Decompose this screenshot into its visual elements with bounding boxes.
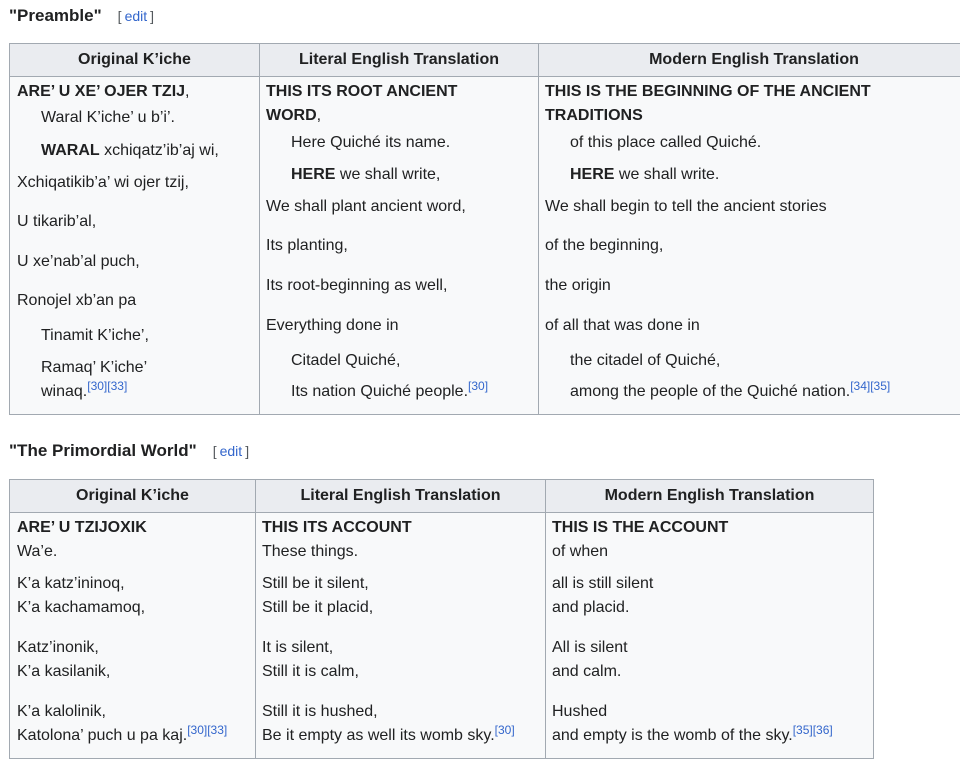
verse-line: of this place called Quiché. bbox=[570, 134, 762, 151]
citation-link[interactable]: [33] bbox=[207, 723, 228, 737]
verse-line: WARAL xchiqatz’ib’aj wi, bbox=[41, 142, 219, 159]
column-header-modern: Modern English Translation bbox=[539, 44, 960, 77]
verse-line: K’a kachamamoq, bbox=[17, 599, 146, 616]
citation-link[interactable]: [36] bbox=[812, 723, 833, 737]
column-header-original: Original K’iche bbox=[10, 44, 260, 77]
verse-line: THIS IS THE BEGINNING OF THE ANCIENT bbox=[545, 83, 871, 100]
preamble-table bbox=[9, 43, 960, 415]
verse-line: HERE we shall write. bbox=[570, 166, 720, 183]
citation-link[interactable]: [35] bbox=[792, 723, 813, 737]
section-title: "The Primordial World" bbox=[9, 441, 197, 460]
cell-modern bbox=[539, 77, 960, 415]
citation-link[interactable]: [30] bbox=[494, 723, 515, 737]
verse-line: of all that was done in bbox=[545, 317, 700, 334]
citation-link[interactable]: [30] bbox=[468, 379, 489, 393]
verse-line: K’a kasilanik, bbox=[17, 663, 111, 680]
verse-line: Its nation Quiché people.[30] bbox=[291, 379, 489, 400]
verse-line: Katolona’ puch u pa kaj.[30][33] bbox=[17, 723, 228, 744]
cell-modern bbox=[546, 513, 874, 759]
section-heading-preamble bbox=[9, 6, 154, 26]
cell-literal bbox=[260, 77, 539, 415]
verse-line: THIS IS THE ACCOUNT bbox=[552, 519, 729, 536]
verse-line: K’a kalolinik, bbox=[17, 703, 106, 720]
edit-section: [ edit ] bbox=[117, 8, 155, 24]
verse-line: the citadel of Quiché, bbox=[570, 352, 721, 369]
verse-line: and calm. bbox=[552, 663, 622, 680]
table-row bbox=[10, 77, 960, 415]
verse-line: Still be it placid, bbox=[262, 599, 374, 616]
verse-line: HERE we shall write, bbox=[291, 166, 441, 183]
column-header-literal: Literal English Translation bbox=[260, 44, 539, 77]
verse-line: Still it is hushed, bbox=[262, 703, 378, 720]
citation-link[interactable]: [34] bbox=[850, 379, 871, 393]
verse-line: Waral K’iche’ u b’i’. bbox=[41, 109, 175, 126]
verse-line: and placid. bbox=[552, 599, 630, 616]
table-row bbox=[10, 513, 874, 759]
column-header-modern: Modern English Translation bbox=[546, 480, 874, 513]
verse-line: winaq.[30][33] bbox=[41, 379, 128, 400]
citation-link[interactable]: [30] bbox=[87, 379, 108, 393]
verse-line: U tikarib’al, bbox=[17, 213, 97, 230]
verse-line: among the people of the Quiché nation.[34][35] bbox=[570, 379, 891, 400]
verse-line: ARE’ U TZIJOXIK bbox=[17, 519, 147, 536]
edit-section: [ edit ] bbox=[212, 443, 250, 459]
verse-line: Hushed bbox=[552, 703, 608, 720]
verse-line: These things. bbox=[262, 543, 359, 560]
verse-line: of the beginning, bbox=[545, 237, 664, 254]
cell-literal bbox=[256, 513, 546, 759]
table-header-row bbox=[10, 44, 960, 77]
edit-link[interactable]: edit bbox=[124, 8, 148, 24]
verse-line: Citadel Quiché, bbox=[291, 352, 401, 369]
verse-line: Still it is calm, bbox=[262, 663, 359, 680]
cell-original bbox=[10, 513, 256, 759]
verse-line: We shall plant ancient word, bbox=[266, 198, 466, 215]
verse-line: ARE’ U XE’ OJER TZIJ, bbox=[17, 83, 190, 100]
citation-link[interactable]: [33] bbox=[107, 379, 128, 393]
column-header-original: Original K’iche bbox=[10, 480, 256, 513]
verse-line: WORD, bbox=[266, 107, 322, 124]
verse-line: TRADITIONS bbox=[545, 107, 643, 124]
verse-line: Its planting, bbox=[266, 237, 348, 254]
verse-line: K’a katz’ininoq, bbox=[17, 575, 125, 592]
verse-line: Tinamit K’iche’, bbox=[41, 327, 149, 344]
verse-line: U xe’nab’al puch, bbox=[17, 253, 140, 270]
verse-line: We shall begin to tell the ancient stories bbox=[545, 198, 827, 215]
verse-line: Wa’e. bbox=[17, 543, 58, 560]
table-header-row bbox=[10, 480, 874, 513]
edit-link[interactable]: edit bbox=[219, 443, 243, 459]
verse-line: the origin bbox=[545, 277, 611, 294]
section-title: "Preamble" bbox=[9, 6, 102, 25]
verse-line: Still be it silent, bbox=[262, 575, 369, 592]
verse-line: Xchiqatikib’a’ wi ojer tzij, bbox=[17, 174, 189, 191]
verse-line: Be it empty as well its womb sky.[30] bbox=[262, 723, 515, 744]
verse-line: THIS ITS ACCOUNT bbox=[262, 519, 412, 536]
primordial-world-table bbox=[9, 479, 874, 759]
cell-original bbox=[10, 77, 260, 415]
citation-link[interactable]: [30] bbox=[187, 723, 208, 737]
verse-line: All is silent bbox=[552, 639, 628, 656]
verse-line: of when bbox=[552, 543, 609, 560]
section-heading-primordial-world bbox=[9, 441, 249, 461]
verse-line: Ramaq’ K’iche’ bbox=[41, 359, 148, 376]
verse-line: Here Quiché its name. bbox=[291, 134, 451, 151]
verse-line: Katz’inonik, bbox=[17, 639, 99, 656]
verse-line: It is silent, bbox=[262, 639, 334, 656]
column-header-literal: Literal English Translation bbox=[256, 480, 546, 513]
verse-line: THIS ITS ROOT ANCIENT bbox=[266, 83, 458, 100]
verse-line: and empty is the womb of the sky.[35][36] bbox=[552, 723, 833, 744]
verse-line: Ronojel xb’an pa bbox=[17, 292, 137, 309]
verse-line: Its root-beginning as well, bbox=[266, 277, 448, 294]
citation-link[interactable]: [35] bbox=[870, 379, 891, 393]
verse-line: all is still silent bbox=[552, 575, 654, 592]
verse-line: Everything done in bbox=[266, 317, 399, 334]
